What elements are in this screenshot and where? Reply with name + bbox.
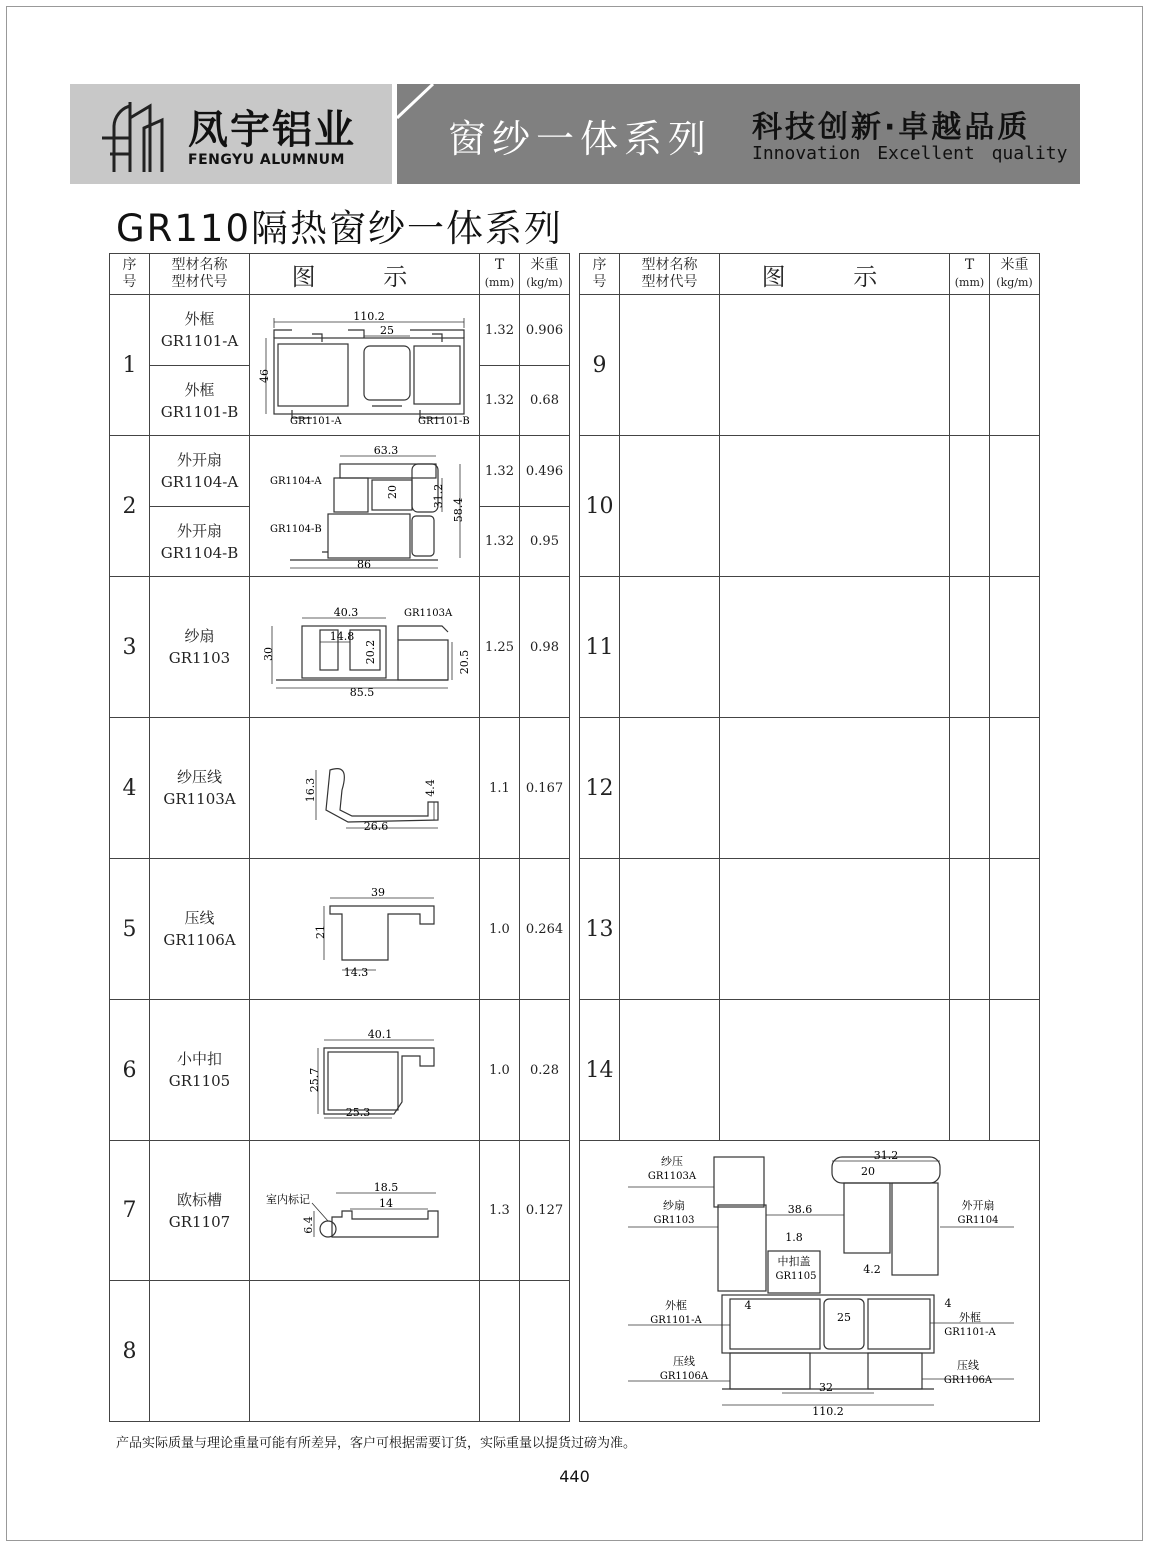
assembly-label: GR1103A — [647, 1171, 697, 1182]
profile-name-cell: 欧标槽 GR1107 — [168, 1190, 231, 1231]
row-number: 1 — [122, 352, 137, 378]
dim-label: 14.3 — [343, 966, 369, 979]
header-thickness: T (mm) — [484, 257, 515, 289]
weight-value: 0.98 — [530, 639, 559, 655]
profile-name-cell: 外开扇 GR1104-A — [160, 451, 239, 491]
dim-label: 110.2 — [353, 310, 385, 323]
assembly-label: GR1101-A — [650, 1315, 702, 1326]
thickness-value: 1.32 — [485, 322, 514, 338]
dim-label: 4.2 — [863, 1263, 881, 1276]
row-number: 7 — [122, 1198, 137, 1223]
thickness-value: 1.32 — [485, 463, 514, 479]
weight-value: 0.264 — [525, 921, 564, 937]
fengyu-logo-icon — [100, 98, 176, 176]
assembly-label: GR1106A — [659, 1371, 709, 1382]
dim-label: 46 — [258, 369, 271, 383]
dim-label: 25.3 — [345, 1106, 371, 1119]
dim-label: 30 — [262, 647, 275, 661]
dim-label: 1.8 — [785, 1231, 803, 1244]
assembly-label: 外框 — [959, 1311, 981, 1324]
profile-drawing-gr1103 — [252, 600, 478, 700]
row-number: 3 — [122, 634, 137, 660]
brand-name-en: FENGYU ALUMNUM — [188, 152, 345, 168]
profile-drawing-gr1101 — [252, 300, 478, 430]
dim-label: 6.4 — [302, 1216, 315, 1234]
dim-label: 39 — [371, 886, 385, 899]
row-number: 5 — [122, 916, 137, 942]
dim-label: 32 — [819, 1381, 833, 1394]
assembly-label: 中扣盖 — [777, 1255, 811, 1268]
profile-drawing-gr1104 — [252, 440, 478, 572]
dim-label: 20.2 — [364, 639, 377, 665]
page-number: 440 — [559, 1467, 590, 1486]
dim-label: 40.3 — [333, 606, 359, 619]
weight-value: 0.167 — [525, 780, 564, 796]
dim-label: 4 — [944, 1297, 952, 1310]
profile-code-label: GR1101-B — [418, 416, 470, 427]
dim-label: 25 — [837, 1311, 851, 1324]
dim-label: 18.5 — [373, 1181, 399, 1194]
header-thickness-right: T (mm) — [954, 257, 985, 289]
profile-name-cell: 纱压线 GR1103A — [163, 768, 236, 808]
page-title: GR110隔热窗纱一体系列 — [116, 207, 564, 250]
row-number: 4 — [122, 775, 137, 801]
thickness-value: 1.32 — [485, 534, 514, 549]
dim-label: 86 — [357, 558, 371, 571]
assembly-label: GR1104 — [957, 1215, 999, 1226]
weight-value: 0.906 — [525, 322, 564, 338]
assembly-label: GR1103 — [653, 1215, 695, 1226]
profile-code-label: GR1103A — [404, 608, 453, 619]
row-number: 8 — [122, 1338, 137, 1364]
row-number: 10 — [585, 493, 614, 519]
row-number: 11 — [585, 634, 614, 660]
thickness-value: 1.0 — [489, 921, 510, 937]
profile-code-label: GR1104-A — [270, 476, 322, 487]
profile-name-cell: 外框 GR1101-A — [160, 310, 239, 350]
row-number: 13 — [585, 916, 614, 942]
banner-slash — [397, 84, 439, 124]
profile-name-cell: 小中扣 GR1105 — [168, 1050, 231, 1090]
weight-value: 0.127 — [525, 1203, 564, 1218]
row-number: 6 — [122, 1057, 137, 1083]
footnote: 产品实际质量与理论重量可能有所差异，客户可根据需要订货，实际重量以提货过磅为准。 — [116, 1436, 637, 1451]
dim-label: 110.2 — [812, 1405, 844, 1418]
profile-name-cell: 外框 GR1101-B — [160, 380, 239, 421]
dim-label: 20 — [386, 485, 399, 499]
dim-label: 21 — [314, 925, 327, 939]
weight-value: 0.68 — [530, 393, 559, 408]
header-name: 型材名称 型材代号 — [171, 257, 228, 290]
dim-label: 20.5 — [458, 649, 471, 675]
dim-label: 63.3 — [373, 444, 399, 457]
thickness-value: 1.25 — [485, 639, 514, 655]
dim-label: 20 — [861, 1165, 875, 1178]
dim-label: 31.2 — [873, 1149, 899, 1162]
dim-label: 38.6 — [787, 1203, 813, 1216]
dim-label: 4 — [744, 1299, 752, 1312]
dim-label: 16.3 — [304, 777, 317, 803]
row-number: 12 — [585, 775, 614, 801]
dim-label: 25.7 — [308, 1067, 321, 1093]
dim-label: 26.6 — [363, 820, 389, 833]
row-number: 9 — [592, 352, 607, 378]
weight-value: 0.28 — [530, 1062, 559, 1078]
dim-label: 85.5 — [349, 686, 375, 699]
indoor-mark-label: 室内标记 — [266, 1193, 310, 1206]
profile-name-cell: 压线 GR1106A — [163, 909, 236, 949]
assembly-label: 纱压 — [661, 1155, 683, 1168]
brand-name-cn: 凤宇铝业 — [188, 107, 356, 153]
weight-value: 0.95 — [530, 534, 559, 549]
header-weight: 米重 (kg/m) — [526, 257, 563, 289]
dim-label: 25 — [380, 324, 394, 337]
slogan-cn: 科技创新·卓越品质 — [752, 110, 1031, 145]
dim-label: 14.8 — [329, 630, 355, 643]
thickness-value: 1.1 — [489, 780, 510, 796]
thickness-value: 1.3 — [489, 1203, 510, 1218]
assembly-label: GR1101-A — [944, 1327, 996, 1338]
row-number: 2 — [122, 493, 137, 519]
header-figure-right: 图 示 — [761, 262, 908, 291]
header-figure: 图 示 — [291, 262, 438, 291]
series-title: 窗纱一体系列 — [448, 117, 713, 161]
dim-label: 31.2 — [432, 483, 445, 509]
dim-label: 58.4 — [452, 497, 465, 523]
profile-drawing-gr1107 — [252, 1175, 478, 1255]
assembly-label: GR1105 — [775, 1271, 817, 1282]
row-number: 14 — [585, 1057, 614, 1083]
assembly-label: GR1106A — [943, 1375, 993, 1386]
weight-value: 0.496 — [525, 463, 564, 479]
profile-drawing-gr1103a — [252, 740, 478, 840]
profile-drawing-gr1105 — [252, 1022, 478, 1132]
assembly-label: 外开扇 — [961, 1199, 995, 1212]
assembly-label: 压线 — [673, 1355, 695, 1368]
profile-name-cell: 外开扇 GR1104-B — [160, 521, 239, 562]
assembly-label: 纱扇 — [663, 1199, 685, 1212]
header-name-right: 型材名称 型材代号 — [641, 257, 698, 290]
dim-label: 40.1 — [367, 1028, 393, 1041]
profile-code-label: GR1101-A — [290, 416, 342, 427]
header-seq-right: 序 号 — [592, 257, 607, 290]
profile-drawing-gr1106a — [252, 880, 478, 990]
header-weight-right: 米重 (kg/m) — [996, 257, 1033, 289]
header-seq: 序 号 — [122, 257, 137, 290]
dim-label: 4.4 — [424, 779, 437, 797]
assembly-label: 外框 — [665, 1299, 687, 1312]
thickness-value: 1.32 — [485, 393, 514, 408]
profile-name-cell: 纱扇 GR1103 — [168, 627, 231, 667]
slogan-en: Innovation Excellent quality — [752, 143, 1068, 164]
thickness-value: 1.0 — [489, 1062, 510, 1078]
assembly-label: 压线 — [957, 1359, 979, 1372]
assembly-section-drawing — [582, 1143, 1037, 1418]
dim-label: 14 — [379, 1197, 393, 1210]
profile-code-label: GR1104-B — [270, 524, 322, 535]
